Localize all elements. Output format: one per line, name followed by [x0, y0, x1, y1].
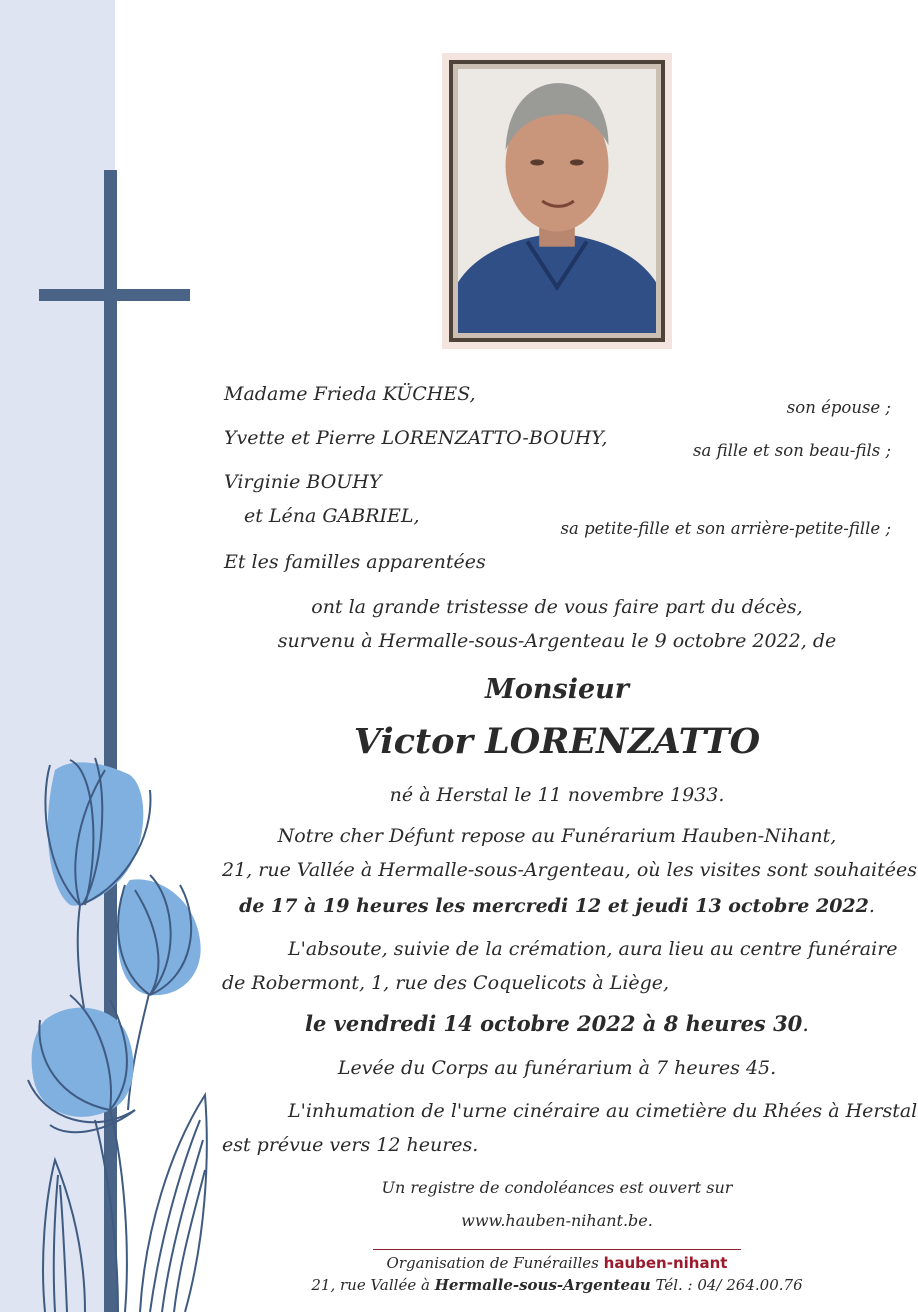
family-name-4: Et les familles apparentées — [224, 551, 486, 573]
visits-line-2: 21, rue Vallée à Hermalle-sous-Argenteau, où les visites sont souhaitées — [222, 859, 918, 881]
footer-separator — [373, 1249, 741, 1250]
ceremony-line-2: de Robermont, 1, rue des Coquelicots à Liège, — [222, 972, 670, 994]
tulip-flowers-icon — [28, 758, 207, 1312]
ceremony-date-end: . — [802, 1012, 809, 1036]
cross-icon — [39, 170, 190, 1312]
condolences-line: Un registre de condoléances est ouvert sur — [381, 1178, 733, 1197]
deceased-title: Monsieur — [484, 674, 630, 705]
family-name-3: Virginie BOUHY — [224, 471, 382, 493]
deceased-name: Victor LORENZATTO — [353, 721, 761, 762]
burial-line-2: est prévue vers 12 heures. — [222, 1134, 479, 1156]
ceremony-date — [222, 1013, 892, 1035]
ceremony-line-1: L'absoute, suivie de la crémation, aura lieu au centre funéraire — [288, 938, 898, 960]
intro-line-2: survenu à Hermalle-sous-Argenteau le 9 octobre 2022, de — [277, 630, 837, 652]
brand-logo: hauben-nihant — [603, 1254, 728, 1272]
ceremony-date-text: le vendredi 14 octobre 2022 à 8 heures 30 — [305, 1011, 803, 1036]
footer-addr-town: Hermalle-sous-Argenteau — [434, 1276, 651, 1294]
deceased-birth: né à Herstal le 11 novembre 1933. — [389, 784, 725, 806]
visits-dates-end: . — [868, 895, 875, 917]
footer-address — [222, 1278, 892, 1293]
portrait-frame — [442, 53, 672, 349]
footer-addr-prefix: 21, rue Vallée à — [311, 1276, 430, 1294]
family-relation-1: son épouse ; — [786, 398, 891, 417]
family-relation-3: sa petite-fille et son arrière-petite-fille ; — [560, 519, 891, 538]
family-name-2: Yvette et Pierre LORENZATTO-BOUHY, — [224, 427, 608, 449]
family-relation-2: sa fille et son beau-fils ; — [693, 441, 891, 460]
family-name-3b: et Léna GABRIEL, — [244, 505, 420, 527]
intro-line-1: ont la grande tristesse de vous faire part du décès, — [311, 596, 803, 618]
footer-org-prefix: Organisation de Funérailles — [386, 1254, 599, 1272]
family-name-1: Madame Frieda KÜCHES, — [224, 383, 476, 405]
condolences-url[interactable]: www.hauben-nihant.be. — [461, 1211, 653, 1230]
visits-line-1: Notre cher Défunt repose au Funérarium Hauben-Nihant, — [277, 825, 837, 847]
decoration — [0, 0, 240, 1312]
portrait-photo — [458, 69, 656, 333]
footer-phone: Tél. : 04/ 264.00.76 — [655, 1276, 803, 1294]
levee-text: Levée du Corps au funérarium à 7 heures 45. — [337, 1057, 777, 1079]
footer-organisation — [222, 1256, 892, 1271]
visits-dates-text: de 17 à 19 heures les mercredi 12 et jeudi 13 octobre 2022 — [239, 895, 869, 917]
visits-dates — [222, 897, 892, 916]
burial-line-1: L'inhumation de l'urne cinéraire au cimetière du Rhées à Herstal — [288, 1100, 918, 1122]
